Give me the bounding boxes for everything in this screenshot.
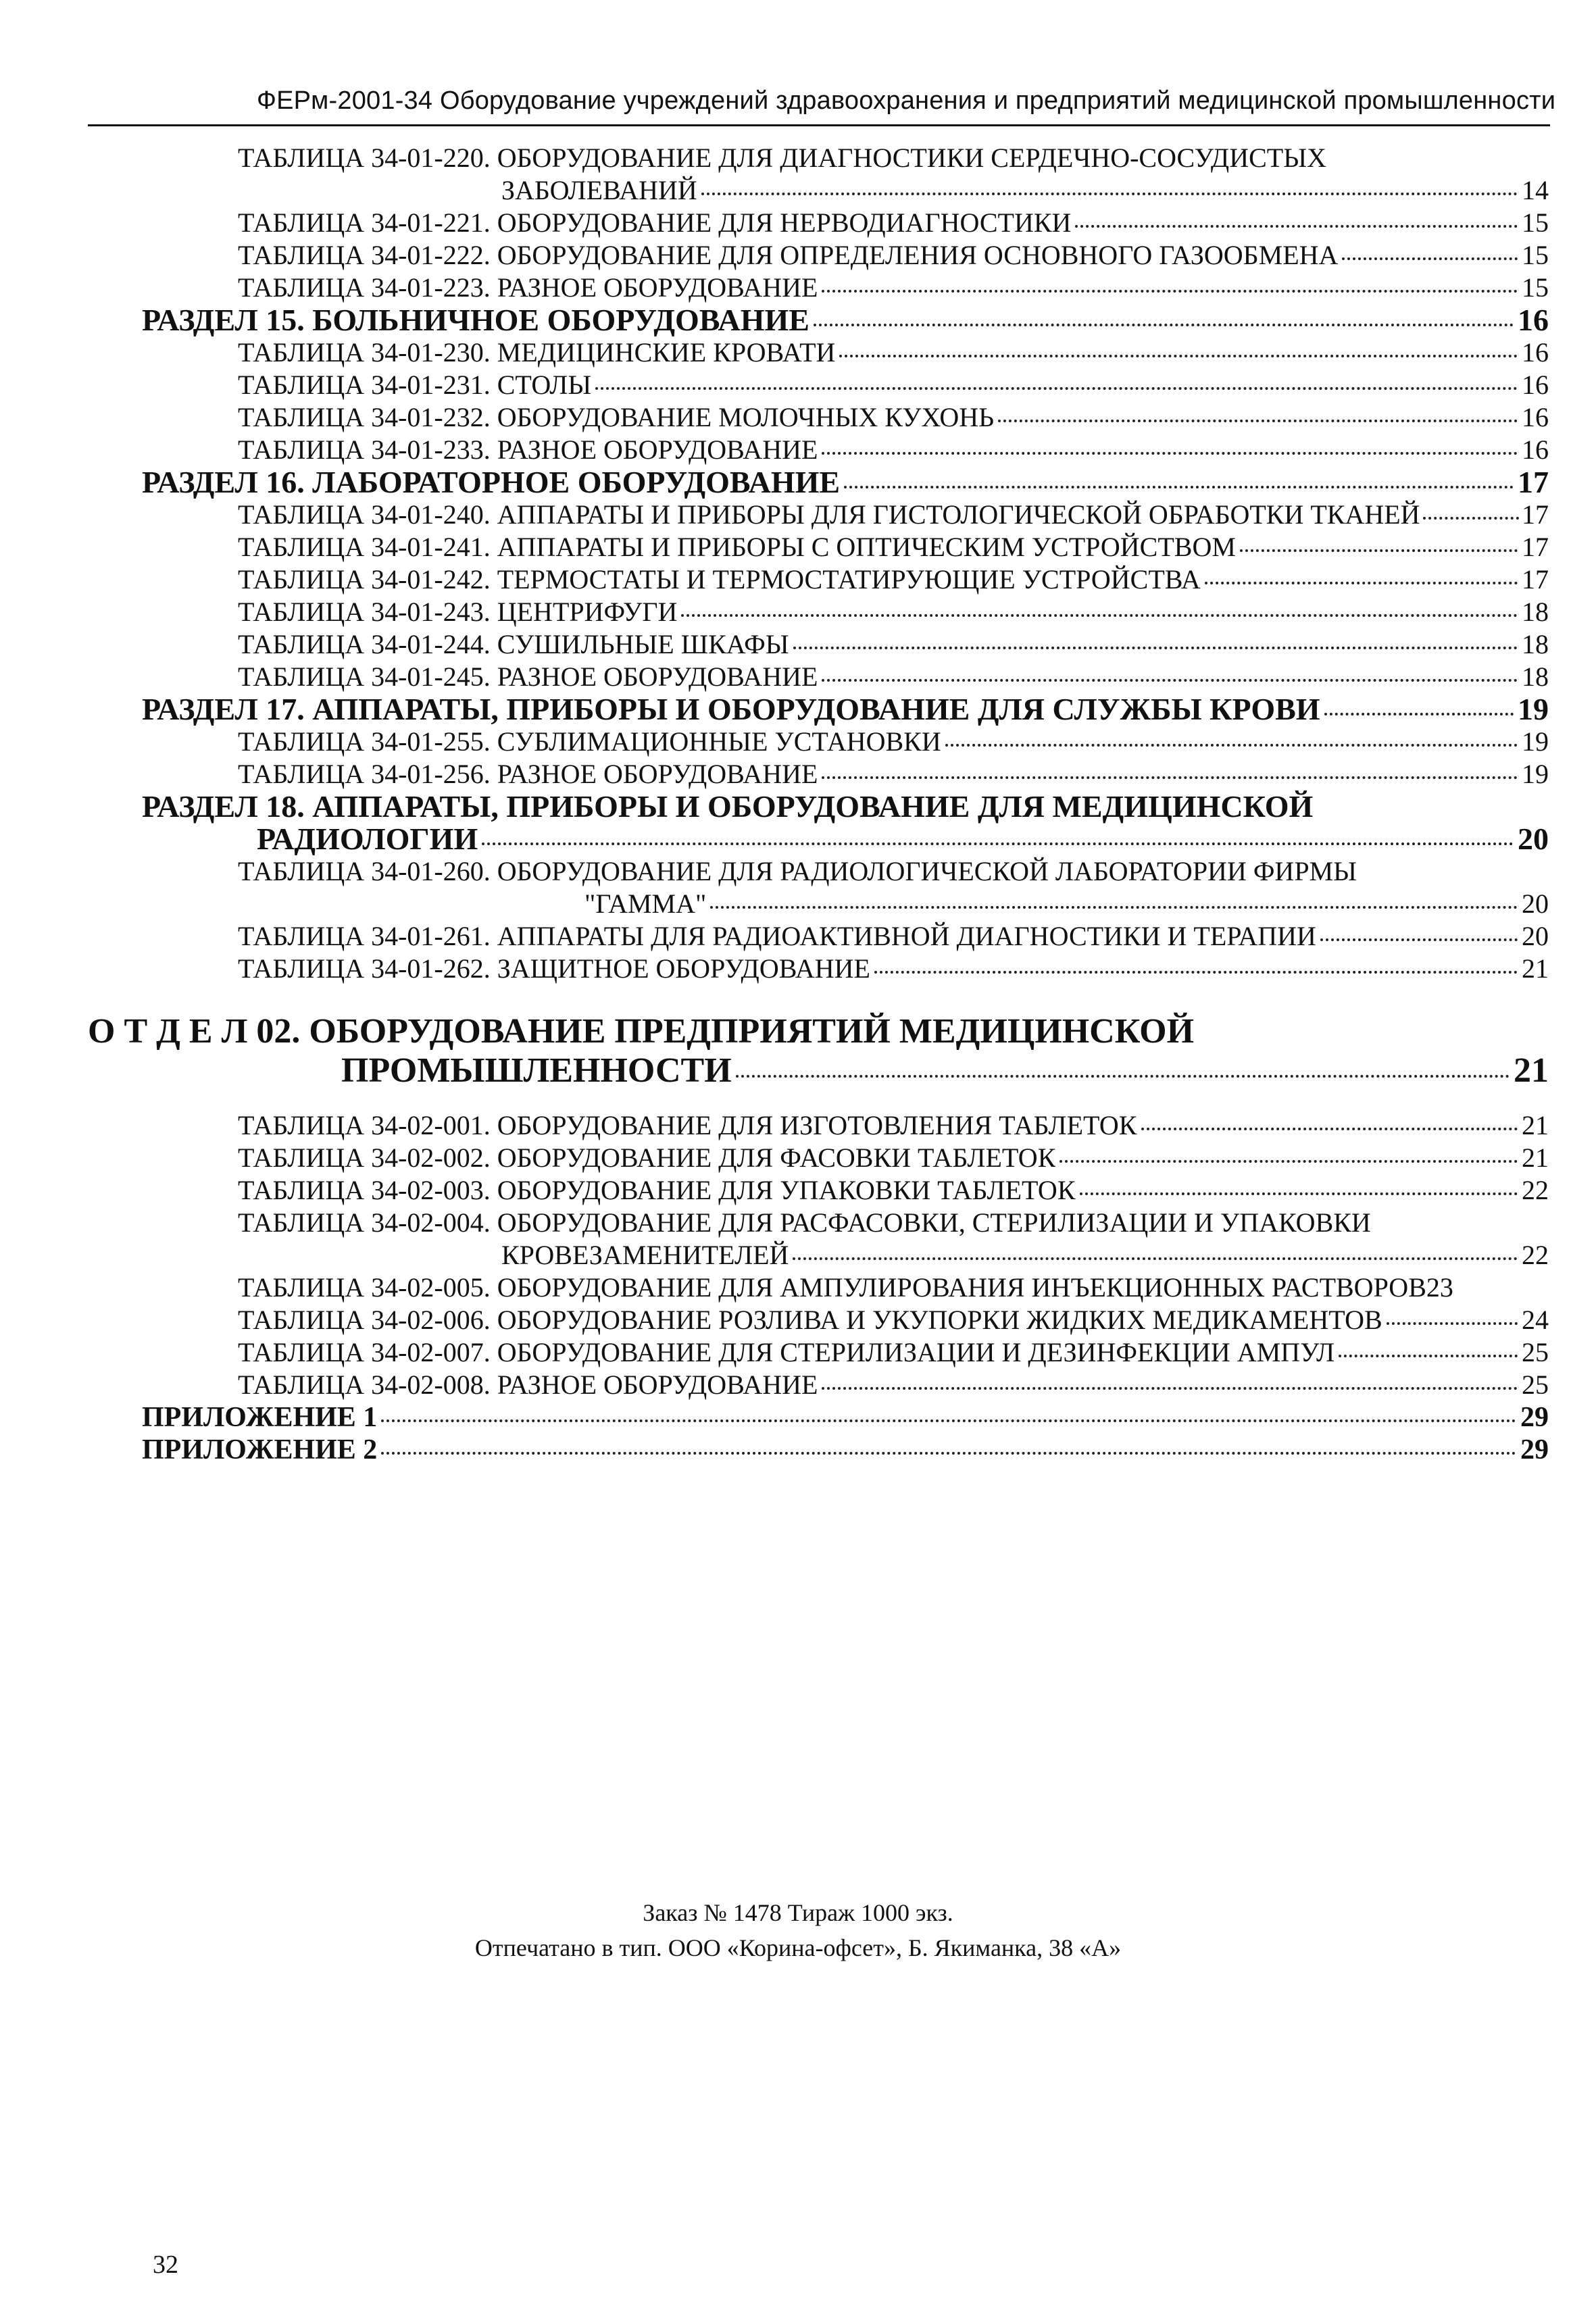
dot-leader [814, 324, 1514, 326]
toc-entry-label: ТАБЛИЦА 34-01-220. ОБОРУДОВАНИЕ ДЛЯ ДИАГНОСТИКИ СЕРДЕЧНО-СОСУДИСТЫХ [238, 143, 1326, 173]
toc-entry-label: ТАБЛИЦА 34-02-002. ОБОРУДОВАНИЕ ДЛЯ ФАСОВКИ ТАБЛЕТОК [238, 1142, 1056, 1173]
toc-page-number: 19 [1518, 692, 1549, 726]
toc-appendix-entry [88, 1434, 1549, 1466]
toc-entry [88, 531, 1549, 563]
toc-page-number: 17 [1522, 564, 1549, 595]
imprint [0, 1895, 1596, 1965]
page-number: 32 [153, 2250, 178, 2279]
imprint-printer-line: Отпечатано в тип. ООО «Корина-офсет», Б. Якиманка, 38 «А» [474, 1934, 1122, 1961]
toc-page-number: 20 [1522, 921, 1549, 951]
toc-entry [88, 142, 1549, 207]
toc-page-number: 18 [1522, 597, 1549, 627]
dot-leader [1080, 1192, 1518, 1195]
running-head: ФЕРм-2001-34 Оборудование учреждений здравоохранения и предприятий медицинской промышленности [257, 86, 1556, 115]
toc-entry-continuation [88, 1051, 1549, 1090]
toc-page-number: 15 [1522, 272, 1549, 303]
dot-leader [736, 1075, 1510, 1078]
toc-entry-continuation [88, 1239, 1549, 1272]
toc-page-number: 29 [1520, 1434, 1549, 1465]
toc-page-number: 15 [1522, 207, 1549, 238]
toc-entry-label: ТАБЛИЦА 34-01-243. ЦЕНТРИФУГИ [238, 597, 678, 627]
toc-entry [88, 207, 1549, 239]
spacer [88, 985, 1549, 1012]
toc-entry-label: ТАБЛИЦА 34-02-001. ОБОРУДОВАНИЕ ДЛЯ ИЗГОТОВЛЕНИЯ ТАБЛЕТОК [238, 1110, 1137, 1140]
toc-entry-label: ТАБЛИЦА 34-01-223. РАЗНОЕ ОБОРУДОВАНИЕ [238, 272, 818, 303]
toc-entry [88, 1207, 1549, 1272]
toc-entry-label-cont: КРОВЕЗАМЕНИТЕЛЕЙ [501, 1240, 789, 1270]
dot-leader [998, 420, 1518, 422]
toc-page-number: 29 [1520, 1402, 1549, 1433]
toc-page-number: 19 [1522, 726, 1549, 757]
toc-entry-label: ТАБЛИЦА 34-01-256. РАЗНОЕ ОБОРУДОВАНИЕ [238, 759, 818, 789]
dot-leader [1387, 1322, 1518, 1325]
toc-page-number: 23 [1426, 1272, 1453, 1303]
toc-page-number: 25 [1522, 1337, 1549, 1367]
dot-leader [1324, 713, 1514, 715]
toc-entry [88, 563, 1549, 596]
toc-page-number: 16 [1522, 337, 1549, 368]
dot-leader [595, 387, 1518, 390]
toc-section-label: РАЗДЕЛ 18. АППАРАТЫ, ПРИБОРЫ И ОБОРУДОВАНИЕ ДЛЯ МЕДИЦИНСКОЙ [142, 789, 1314, 824]
table-of-contents [88, 142, 1549, 1466]
toc-entry [88, 661, 1549, 693]
toc-entry-label: ТАБЛИЦА 34-01-232. ОБОРУДОВАНИЕ МОЛОЧНЫХ КУХОНЬ [238, 402, 995, 432]
toc-page-number: 14 [1522, 175, 1549, 205]
toc-page-number: 21 [1522, 953, 1549, 984]
toc-section-entry [88, 693, 1549, 726]
toc-page-number: 20 [1518, 822, 1549, 856]
toc-part-entry [88, 1012, 1549, 1090]
toc-section-entry [88, 790, 1549, 855]
dot-leader [822, 776, 1518, 779]
toc-entry-label: ТАБЛИЦА 34-01-230. МЕДИЦИНСКИЕ КРОВАТИ [238, 337, 836, 368]
spacer [88, 1090, 1549, 1109]
toc-entry [88, 369, 1549, 401]
toc-section-entry [88, 304, 1549, 336]
toc-page-number: 22 [1522, 1175, 1549, 1205]
toc-page-number: 18 [1522, 629, 1549, 659]
toc-appendix-entry [88, 1401, 1549, 1434]
toc-entry [88, 401, 1549, 434]
toc-section-label: РАЗДЕЛ 16. ЛАБОРАТОРНОЕ ОБОРУДОВАНИЕ [142, 466, 841, 499]
toc-entry-label: ТАБЛИЦА 34-02-008. РАЗНОЕ ОБОРУДОВАНИЕ [238, 1369, 818, 1400]
toc-entry-label: ТАБЛИЦА 34-01-233. РАЗНОЕ ОБОРУДОВАНИЕ [238, 434, 818, 465]
toc-page-number: 15 [1522, 240, 1549, 270]
toc-entry [88, 855, 1549, 920]
toc-page-number: 21 [1514, 1051, 1549, 1090]
dot-leader [822, 290, 1518, 293]
dot-leader [681, 614, 1518, 617]
toc-entry [88, 953, 1549, 985]
toc-page-number: 19 [1522, 759, 1549, 789]
dot-leader [844, 486, 1514, 488]
dot-leader [793, 647, 1518, 649]
dot-leader [1141, 1128, 1518, 1130]
toc-page-number: 22 [1522, 1240, 1549, 1270]
toc-entry-label: ТАБЛИЦА 34-01-221. ОБОРУДОВАНИЕ ДЛЯ НЕРВОДИАГНОСТИКИ [238, 207, 1072, 238]
toc-entry-label: ТАБЛИЦА 34-01-245. РАЗНОЕ ОБОРУДОВАНИЕ [238, 661, 818, 692]
toc-entry-continuation [88, 174, 1549, 207]
dot-leader [701, 193, 1518, 195]
toc-page-number: 21 [1522, 1110, 1549, 1140]
toc-entry-label: ТАБЛИЦА 34-01-242. ТЕРМОСТАТЫ И ТЕРМОСТАТИРУЮЩИЕ УСТРОЙСТВА [238, 564, 1201, 595]
dot-leader [381, 1419, 1516, 1422]
toc-section-entry [88, 466, 1549, 499]
toc-entry [88, 920, 1549, 953]
toc-section-label: РАЗДЕЛ 15. БОЛЬНИЧНОЕ ОБОРУДОВАНИЕ [142, 304, 809, 336]
dot-leader [874, 971, 1518, 974]
dot-leader [822, 452, 1518, 455]
toc-part-label-cont: ПРОМЫШЛЕННОСТИ [341, 1051, 732, 1090]
toc-entry-label: ТАБЛИЦА 34-01-240. АППАРАТЫ И ПРИБОРЫ ДЛЯ ГИСТОЛОГИЧЕСКОЙ ОБРАБОТКИ ТКАНЕЙ [238, 499, 1420, 530]
toc-page-number: 16 [1522, 434, 1549, 465]
toc-entry-label-cont: "ГАММА" [584, 888, 707, 919]
toc-entry-label: ТАБЛИЦА 34-01-262. ЗАЩИТНОЕ ОБОРУДОВАНИЕ [238, 953, 870, 984]
toc-appendix-label: ПРИЛОЖЕНИЕ 1 [142, 1402, 378, 1433]
dot-leader [1342, 257, 1518, 260]
toc-entry-label: ТАБЛИЦА 34-02-004. ОБОРУДОВАНИЕ ДЛЯ РАСФАСОВКИ, СТЕРИЛИЗАЦИИ И УПАКОВКИ [238, 1207, 1371, 1238]
toc-page-number: 16 [1522, 402, 1549, 432]
toc-entry-continuation [88, 823, 1549, 855]
dot-leader [839, 355, 1518, 357]
toc-entry-label: ТАБЛИЦА 34-01-261. АППАРАТЫ ДЛЯ РАДИОАКТИВНОЙ ДИАГНОСТИКИ И ТЕРАПИИ [238, 921, 1316, 951]
dot-leader [1059, 1160, 1518, 1163]
dot-leader [1240, 549, 1518, 552]
toc-page-number: 18 [1522, 661, 1549, 692]
toc-entry [88, 628, 1549, 661]
toc-entry [88, 758, 1549, 790]
dot-leader [793, 1257, 1518, 1260]
imprint-order-line: Заказ № 1478 Тираж 1000 экз. [643, 1899, 953, 1926]
toc-entry [88, 434, 1549, 466]
toc-page-number: 20 [1522, 888, 1549, 919]
dot-leader [381, 1452, 1516, 1455]
toc-entry [88, 1369, 1549, 1401]
toc-entry [88, 239, 1549, 272]
dot-leader [822, 1387, 1518, 1390]
toc-entry-continuation [88, 888, 1549, 920]
toc-entry-label: ТАБЛИЦА 34-01-255. СУБЛИМАЦИОННЫЕ УСТАНОВКИ [238, 726, 941, 757]
dot-leader [1320, 938, 1518, 941]
dot-leader [710, 906, 1518, 909]
toc-page-number: 17 [1522, 499, 1549, 530]
toc-appendix-label: ПРИЛОЖЕНИЕ 2 [142, 1434, 378, 1465]
toc-entry [88, 1272, 1549, 1304]
toc-entry [88, 499, 1549, 531]
toc-entry [88, 1174, 1549, 1207]
toc-section-label: РАЗДЕЛ 17. АППАРАТЫ, ПРИБОРЫ И ОБОРУДОВАНИЕ ДЛЯ СЛУЖБЫ КРОВИ [142, 693, 1320, 726]
dot-leader [822, 679, 1518, 682]
toc-page-number: 25 [1522, 1369, 1549, 1400]
toc-entry-label: ТАБЛИЦА 34-02-005. ОБОРУДОВАНИЕ ДЛЯ АМПУЛИРОВАНИЯ ИНЪЕКЦИОННЫХ РАСТВОРОВ [238, 1272, 1426, 1303]
toc-entry [88, 1109, 1549, 1142]
toc-entry-label: ТАБЛИЦА 34-02-007. ОБОРУДОВАНИЕ ДЛЯ СТЕРИЛИЗАЦИИ И ДЕЗИНФЕКЦИИ АМПУЛ [238, 1337, 1335, 1367]
toc-entry [88, 1304, 1549, 1336]
toc-entry [88, 336, 1549, 369]
toc-entry [88, 272, 1549, 304]
toc-entry-label: ТАБЛИЦА 34-02-006. ОБОРУДОВАНИЕ РОЗЛИВА И УКУПОРКИ ЖИДКИХ МЕДИКАМЕНТОВ [238, 1305, 1382, 1335]
toc-page-number: 17 [1522, 532, 1549, 562]
dot-leader [945, 744, 1518, 747]
toc-entry [88, 596, 1549, 628]
toc-entry-label: ТАБЛИЦА 34-01-231. СТОЛЫ [238, 370, 592, 400]
toc-entry-label-cont: ЗАБОЛЕВАНИЙ [501, 175, 697, 205]
toc-page-number: 16 [1518, 303, 1549, 337]
toc-part-label: О Т Д Е Л 02. ОБОРУДОВАНИЕ ПРЕДПРИЯТИЙ МЕДИЦИНСКОЙ [88, 1012, 1195, 1051]
toc-entry-label: ТАБЛИЦА 34-01-222. ОБОРУДОВАНИЕ ДЛЯ ОПРЕДЕЛЕНИЯ ОСНОВНОГО ГАЗООБМЕНА [238, 240, 1339, 270]
toc-page-number: 24 [1522, 1305, 1549, 1335]
dot-leader [1075, 225, 1518, 228]
toc-entry-label: ТАБЛИЦА 34-01-244. СУШИЛЬНЫЕ ШКАФЫ [238, 629, 789, 659]
toc-entry [88, 726, 1549, 758]
toc-section-label-cont: РАДИОЛОГИИ [257, 823, 478, 855]
toc-page-number: 17 [1518, 465, 1549, 499]
dot-leader [1205, 582, 1518, 584]
toc-entry [88, 1142, 1549, 1174]
header-rule [88, 124, 1550, 126]
dot-leader [482, 842, 1514, 845]
dot-leader [1423, 517, 1519, 520]
toc-page-number: 21 [1522, 1142, 1549, 1173]
toc-entry-label: ТАБЛИЦА 34-02-003. ОБОРУДОВАНИЕ ДЛЯ УПАКОВКИ ТАБЛЕТОК [238, 1175, 1076, 1205]
dot-leader [1339, 1355, 1518, 1357]
toc-entry-label: ТАБЛИЦА 34-01-260. ОБОРУДОВАНИЕ ДЛЯ РАДИОЛОГИЧЕСКОЙ ЛАБОРАТОРИИ ФИРМЫ [238, 856, 1357, 886]
toc-entry-label: ТАБЛИЦА 34-01-241. АППАРАТЫ И ПРИБОРЫ С ОПТИЧЕСКИМ УСТРОЙСТВОМ [238, 532, 1236, 562]
toc-page-number: 16 [1522, 370, 1549, 400]
toc-entry [88, 1336, 1549, 1369]
